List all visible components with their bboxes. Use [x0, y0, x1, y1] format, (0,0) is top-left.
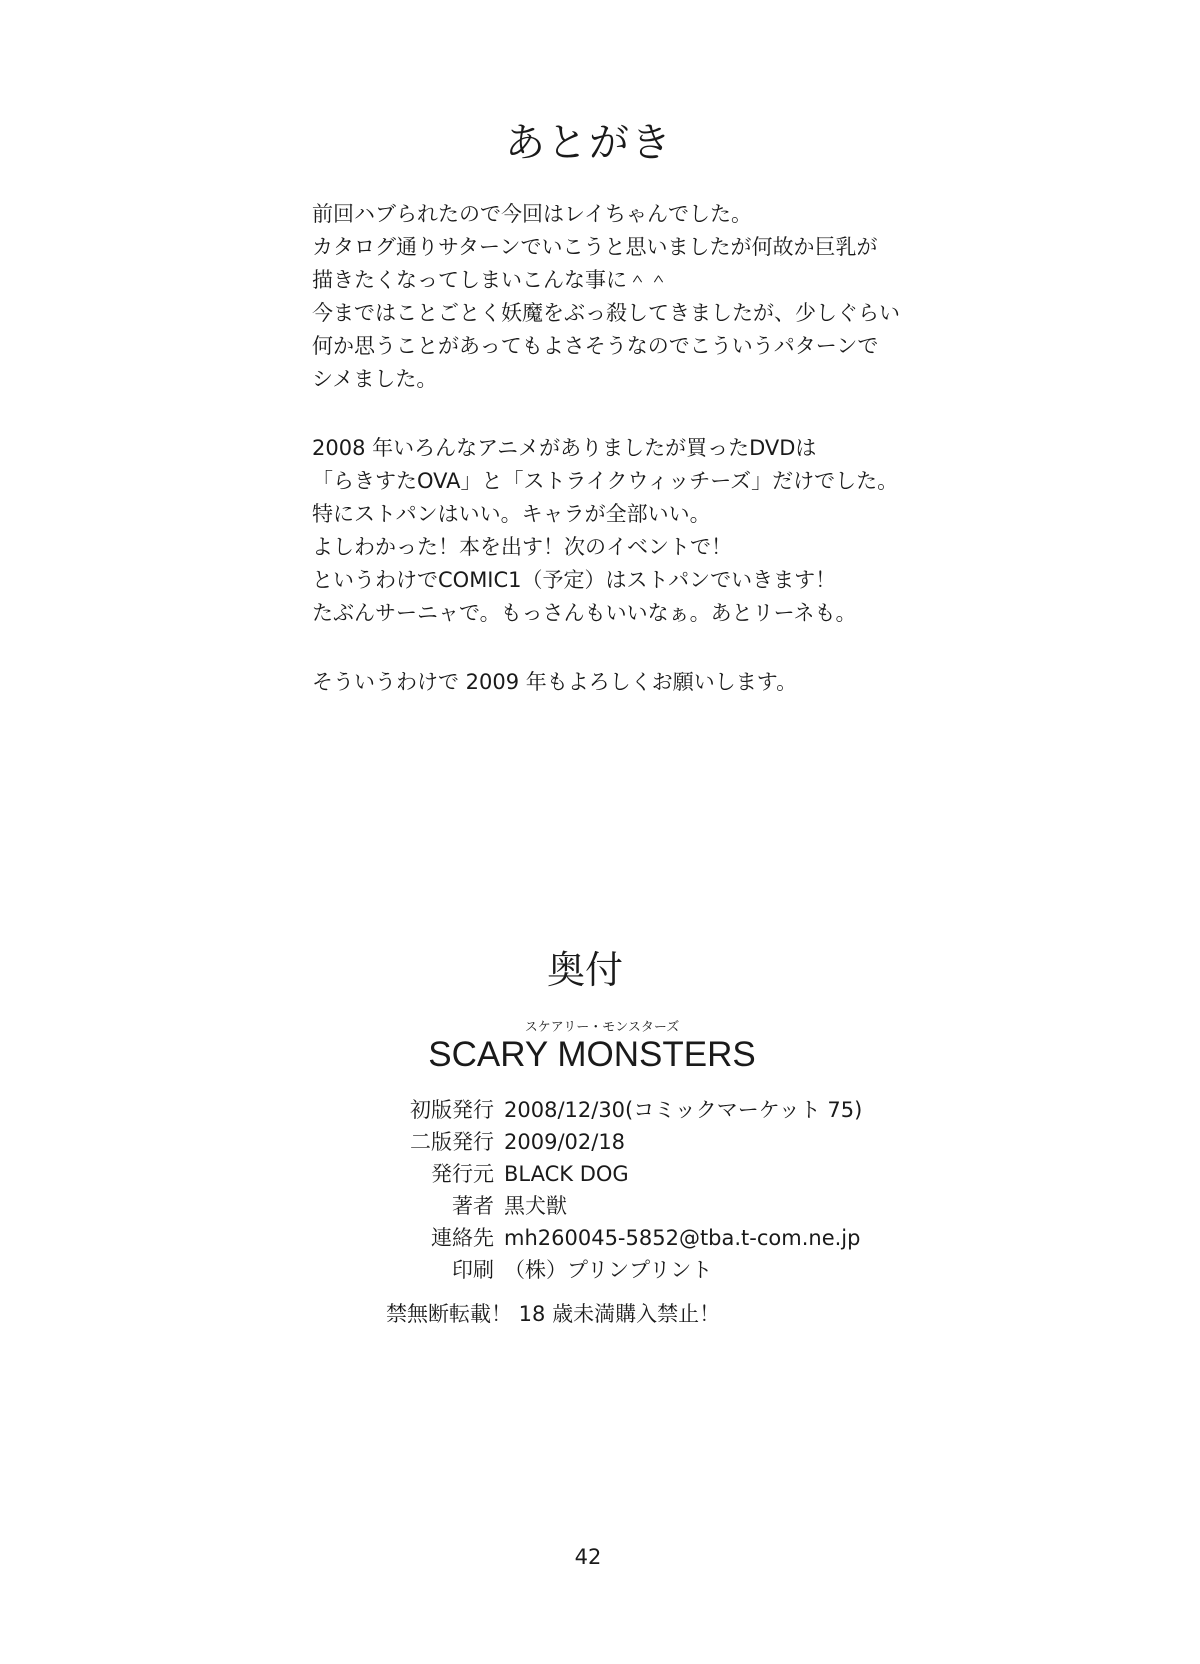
colophon-label: 著者 [452, 1194, 494, 1218]
colophon-label: 初版発行 [410, 1098, 494, 1122]
colophon-label: 連絡先 [431, 1226, 494, 1250]
colophon-value: 黒犬獣 [504, 1194, 567, 1218]
colophon-row-author [380, 1190, 940, 1222]
afterword-paragraph [312, 198, 952, 396]
colophon-row-printer [380, 1254, 940, 1286]
afterword-line: シメました。 [312, 367, 438, 391]
afterword-title: あとがき [505, 120, 673, 166]
afterword-body [312, 198, 952, 735]
page-number: 42 [574, 1545, 602, 1569]
afterword-line: というわけでCOMIC1（予定）はストパンでいきます！ [312, 568, 837, 592]
colophon-value: （株）プリンプリント [504, 1258, 713, 1282]
reproduction-notice: 禁無断転載！ 18 歳未満購入禁止！ [386, 1302, 721, 1326]
colophon-table [380, 1094, 940, 1286]
afterword-paragraph [312, 666, 952, 699]
colophon-row-second-edition [380, 1126, 940, 1158]
colophon-title: 奥付 [546, 948, 623, 992]
colophon-row-publisher [380, 1158, 940, 1190]
afterword-line: 今まではことごとく妖魔をぶっ殺してきましたが、少しぐらい [312, 301, 900, 325]
colophon-label: 発行元 [431, 1162, 494, 1186]
colophon-value: mh260045-5852@tba.t-com.ne.jp [504, 1226, 861, 1250]
book-title: SCARY MONSTERS [428, 1035, 756, 1074]
colophon-row-first-edition [380, 1094, 940, 1126]
book-title-ruby: スケアリー・モンスターズ [524, 1020, 680, 1035]
afterword-paragraph [312, 432, 952, 630]
afterword-line: 描きたくなってしまいこんな事に＾＾ [312, 268, 669, 292]
afterword-line: たぶんサーニャで。もっさんもいいなぁ。あとリーネも。 [312, 601, 857, 625]
colophon-value: BLACK DOG [504, 1162, 629, 1186]
afterword-line: 2008 年いろんなアニメがありましたが買ったDVDは [312, 436, 817, 460]
afterword-line: カタログ通りサターンでいこうと思いましたが何故か巨乳が [312, 235, 878, 259]
afterword-line: 「らきすたOVA」と「ストライクウィッチーズ」だけでした。 [312, 469, 899, 493]
colophon-row-contact [380, 1222, 940, 1254]
afterword-line: 特にストパンはいい。キャラが全部いい。 [312, 502, 711, 526]
colophon-value: 2009/02/18 [504, 1130, 626, 1154]
colophon-value: 2008/12/30(コミックマーケット 75) [504, 1098, 863, 1122]
colophon-label: 印刷 [452, 1258, 494, 1282]
afterword-line: 前回ハブられたので今回はレイちゃんでした。 [312, 202, 752, 226]
afterword-line: 何か思うことがあってもよさそうなのでこういうパターンで [312, 334, 879, 358]
afterword-line: よしわかった！本を出す！次のイベントで！ [312, 535, 732, 559]
colophon-label: 二版発行 [410, 1130, 494, 1154]
afterword-line: そういうわけで 2009 年もよろしくお願いします。 [312, 670, 798, 694]
